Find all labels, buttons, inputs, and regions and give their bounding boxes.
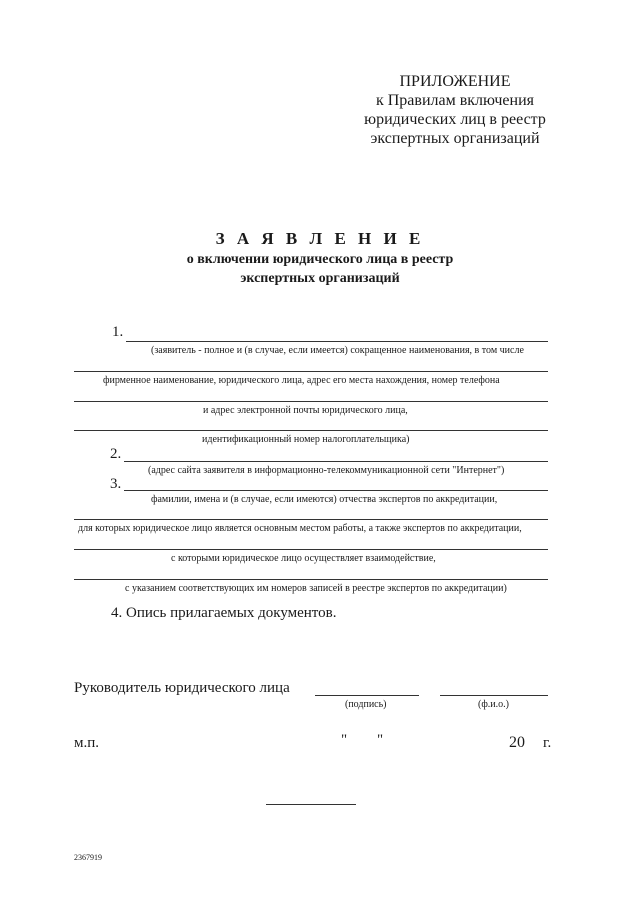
section-2-number: 2. <box>110 446 122 462</box>
appendix-header <box>355 72 555 148</box>
section-1-field-line[interactable] <box>126 341 548 342</box>
section-1-field-line-3[interactable] <box>74 401 548 402</box>
document-title: З А Я В Л Е Н И Е <box>215 229 425 248</box>
section-2-caption: (адрес сайта заявителя в информационно-телекоммуникационной сети "Интернет") <box>148 465 505 476</box>
signature-line[interactable] <box>315 695 419 696</box>
section-1-caption-1: (заявитель - полное и (в случае, если имеется) сокращенное наименования, в том числе <box>151 345 524 356</box>
stamp-label: м.п. <box>74 735 100 751</box>
appendix-line-1: к Правилам включения <box>375 92 535 109</box>
date-quote-close: " <box>377 732 384 748</box>
date-year-suffix: г. <box>543 735 552 751</box>
section-3-caption-2: для которых юридическое лицо является основным местом работы, а также экспертов по аккредитации, <box>78 523 522 534</box>
section-1-field-line-2[interactable] <box>74 371 548 372</box>
section-4-heading: 4. Опись прилагаемых документов. <box>111 605 337 621</box>
appendix-line-3: экспертных организаций <box>370 130 540 147</box>
full-name-caption: (ф.и.о.) <box>478 699 509 710</box>
document-subtitle-2: экспертных организаций <box>240 271 400 286</box>
document-number: 2367919 <box>74 853 102 862</box>
signature-caption: (подпись) <box>345 699 387 710</box>
section-1-field-line-4[interactable] <box>74 430 548 431</box>
appendix-heading: ПРИЛОЖЕНИЕ <box>399 73 511 90</box>
date-quote-open: " <box>341 732 348 748</box>
bottom-divider <box>266 804 356 805</box>
section-3-caption-3: с которыми юридическое лицо осуществляет взаимодействие, <box>171 553 436 564</box>
section-3-number: 3. <box>110 476 122 492</box>
section-2-field-line[interactable] <box>124 461 548 462</box>
section-3-caption-4: с указанием соответствующих им номеров записей в реестре экспертов по аккредитации) <box>125 583 507 594</box>
signature-label: Руководитель юридического лица <box>74 680 290 696</box>
section-1-number: 1. <box>112 324 124 340</box>
full-name-line[interactable] <box>440 695 548 696</box>
appendix-line-2: юридических лиц в реестр <box>364 111 546 128</box>
section-3-caption-1: фамилии, имена и (в случае, если имеются) отчества экспертов по аккредитации, <box>151 494 498 505</box>
section-3-field-line-4[interactable] <box>74 579 548 580</box>
section-3-field-line-2[interactable] <box>74 519 548 520</box>
document-subtitle-1: о включении юридического лица в реестр <box>186 252 454 267</box>
section-1-caption-3: и адрес электронной почты юридического лица, <box>203 405 408 416</box>
section-3-field-line-3[interactable] <box>74 549 548 550</box>
date-year-prefix: 20 <box>509 734 525 751</box>
section-3-field-line[interactable] <box>124 490 548 491</box>
section-1-caption-4: идентификационный номер налогоплательщика) <box>202 434 410 445</box>
section-1-caption-2: фирменное наименование, юридического лица, адрес его места нахождения, номер телефона <box>103 375 500 386</box>
